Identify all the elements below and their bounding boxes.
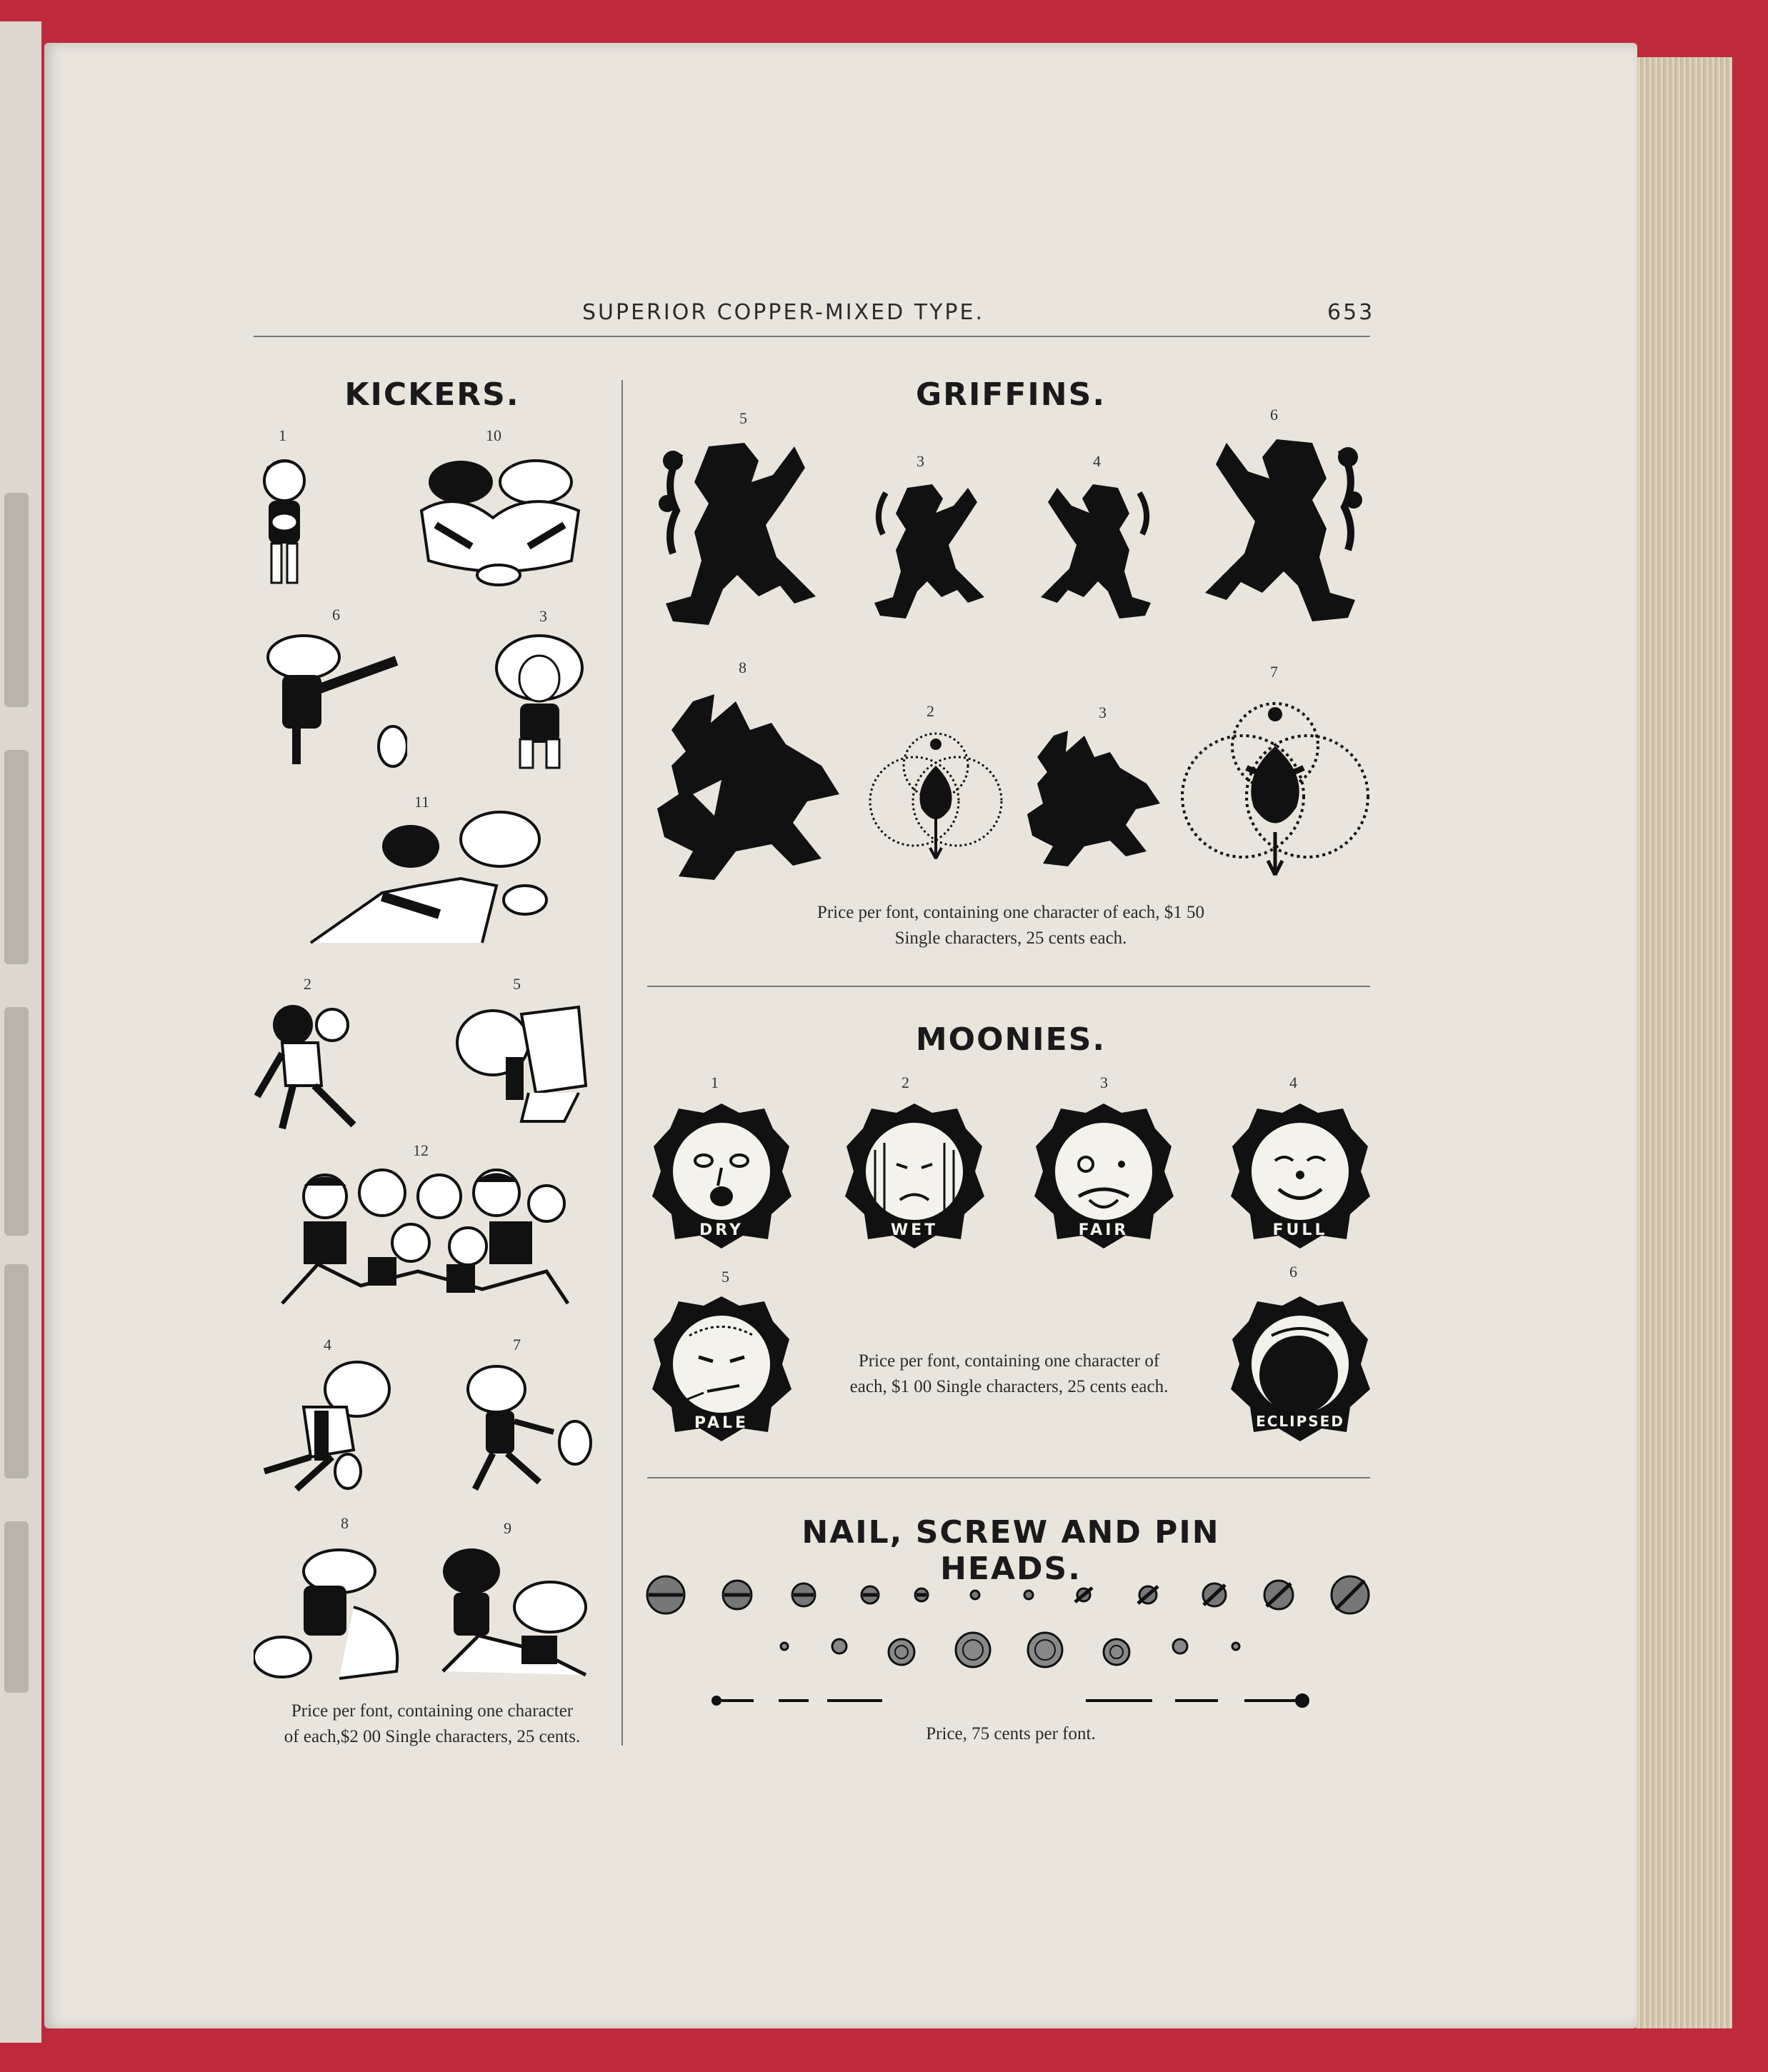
moonie-label-dry: DRY [699,1221,744,1239]
previous-page-figure [4,493,29,707]
griffin-rampant-large-reversed [1194,429,1369,632]
nail-head-icon [832,1639,846,1653]
moonie-label-fair: FAIR [1078,1221,1129,1239]
griffin-rampant-large [651,432,826,632]
griffins-caption-line-1: Price per font, containing one character of each, $1 50 [816,903,1205,922]
griffins-caption-line-2: Single characters, 25 cents each. [894,929,1127,948]
page-block-edge [1636,57,1732,2028]
griffin-flaming-large [650,687,846,884]
griffins-heading: GRIFFINS. [915,376,1107,413]
kicker-number: 6 [332,606,340,624]
griffin-number: 3 [917,452,924,470]
previous-page-figure [4,1521,29,1693]
nail-head-icon [1173,1639,1187,1653]
kicker-number: 9 [504,1519,511,1537]
kicker-figure-10 [407,454,593,589]
moonie-number: 4 [1289,1073,1297,1091]
kicker-number: 7 [513,1336,521,1353]
kicker-figure-6 [254,632,407,771]
moonies-section-rule [647,1477,1370,1478]
moonie-label-wet: WET [890,1221,939,1239]
griffin-ornament-large [1179,689,1372,879]
nail-screw-pin-heads [643,1568,1379,1718]
kickers-heading: KICKERS. [344,376,520,413]
moonie-dry [650,1100,793,1250]
griffins-price-caption [725,900,1297,951]
griffin-flaming-small [1022,725,1164,868]
kicker-number: 3 [539,607,547,625]
nails-heading: NAIL, SCREW AND PIN HEADS. [801,1514,1220,1587]
kicker-number: 11 [414,793,430,811]
kicker-figure-4 [254,1357,396,1493]
griffin-number: 3 [1099,704,1107,721]
moonie-number: 1 [711,1073,719,1091]
kicker-figure-7 [461,1361,596,1493]
griffin-number: 2 [927,702,934,720]
kicker-figure-8 [254,1543,418,1686]
kicker-number: 10 [486,426,501,444]
moonie-label-pale: PALE [694,1414,749,1432]
moonie-number: 5 [721,1268,729,1286]
griffin-number: 8 [739,659,746,676]
kicker-figure-2 [254,1000,368,1132]
header-rule [254,336,1370,337]
kicker-figure-5 [450,1000,593,1132]
nail-head-icon [1028,1633,1062,1667]
kicker-figure-11 [296,807,554,957]
griffin-rampant-small-reversed [1036,477,1161,624]
kickers-caption-line-2: of each,$2 00 Single characters, 25 cents. [284,1727,581,1746]
nail-head-icon [1232,1643,1239,1650]
running-title: SUPERIOR COPPER-MIXED TYPE. [582,300,984,325]
screw-head-icon [971,1591,979,1599]
kicker-figure-9 [436,1543,596,1686]
moonie-pale [650,1293,793,1443]
moonie-label-eclipsed: ECLIPSED [1256,1413,1344,1430]
previous-page-edge [0,21,41,2043]
previous-page-figure [4,1007,29,1236]
column-divider [621,380,623,1746]
kickers-caption-line-1: Price per font, containing one character [291,1701,574,1721]
kicker-number: 4 [324,1336,331,1353]
moonie-number: 6 [1289,1263,1297,1281]
moonies-caption-line-1: Price per font, containing one character of [858,1351,1160,1371]
moonie-full [1229,1100,1372,1250]
nail-head-icon [1104,1639,1129,1665]
moonie-number: 3 [1100,1073,1108,1091]
moonie-label-full: FULL [1272,1221,1328,1239]
griffin-number: 5 [739,409,747,427]
moonies-caption-line-2: each, $1 00 Single characters, 25 cents each. [849,1377,1169,1396]
nail-head-icon [781,1643,788,1650]
griffins-section-rule [647,986,1370,987]
griffin-number: 4 [1093,452,1101,470]
kicker-number: 5 [513,975,521,993]
moonie-wet [843,1100,986,1250]
nails-price-caption: Price, 75 cents per font. [926,1724,1096,1743]
screw-head-icon [1024,1591,1033,1599]
moonies-heading: MOONIES. [915,1021,1107,1058]
previous-page-figure [4,750,29,964]
moonie-fair [1032,1100,1175,1250]
kicker-number: 1 [279,426,286,444]
kicker-number: 8 [341,1514,349,1532]
kicker-figure-12 [275,1164,575,1307]
griffin-rampant-small [864,477,989,624]
kicker-number: 12 [413,1141,429,1159]
nail-head-icon [889,1639,914,1665]
griffin-ornament-small [864,723,1007,866]
moonies-price-caption [804,1348,1214,1400]
page-number: 653 [1327,300,1375,325]
griffin-number: 6 [1270,406,1278,424]
nail-head-icon [956,1633,990,1667]
griffin-number: 7 [1270,663,1278,681]
kicker-figure-3 [493,632,589,771]
kicker-number: 2 [304,975,311,993]
previous-page-figure [4,1264,29,1478]
moonie-eclipsed [1229,1293,1372,1443]
kicker-figure-1 [250,454,321,589]
moonie-number: 2 [902,1073,909,1091]
kickers-price-caption [246,1698,618,1750]
